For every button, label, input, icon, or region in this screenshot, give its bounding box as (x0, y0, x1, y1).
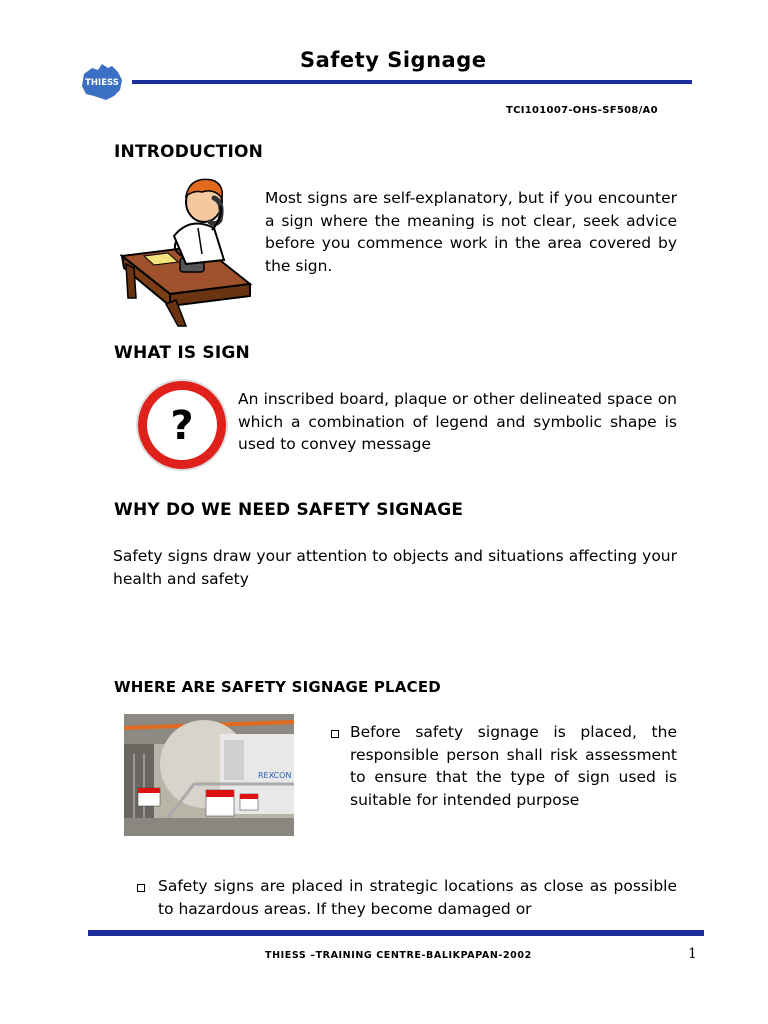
what-is-sign-text: An inscribed board, plaque or other delineated space on which a combination of legend and symbolic shape is used to convey message (238, 390, 677, 453)
bullet-square-icon (331, 730, 339, 738)
introduction-heading: INTRODUCTION (114, 142, 264, 162)
footer-text: THIESS –TRAINING CENTRE-BALIKPAPAN-2002 (265, 950, 532, 961)
svg-text:?: ? (170, 403, 194, 449)
introduction-text: Most signs are self-explanatory, but if you encounter a sign where the meaning is not clear, seek advice before you commence work in the area covered by the sign. (265, 189, 677, 275)
header-rule (132, 80, 692, 84)
where-placed-heading: WHERE ARE SAFETY SIGNAGE PLACED (114, 678, 441, 696)
page-number: 1 (688, 946, 697, 962)
footer-rule (88, 930, 704, 936)
what-is-sign-heading: WHAT IS SIGN (114, 343, 250, 363)
svg-text:REXCON: REXCON (258, 771, 292, 780)
page-title: Safety Signage (300, 48, 487, 72)
svg-text:THIESS: THIESS (85, 78, 119, 88)
why-need-text: Safety signs draw your attention to objects and situations affecting your health and safety (113, 547, 677, 588)
bullet-square-icon (137, 884, 145, 892)
question-sign-icon (134, 377, 230, 473)
placement-bullet-1: Before safety signage is placed, the responsible person shall risk assessment to ensure that the type of sign used is suitable for intended purpose (350, 723, 677, 809)
thiess-logo (78, 60, 126, 104)
signage-site-photo (124, 714, 294, 836)
document-reference: TCI101007-OHS-SF508/A0 (506, 105, 658, 116)
why-need-heading: WHY DO WE NEED SAFETY SIGNAGE (114, 500, 464, 520)
phone-call-illustration (116, 176, 254, 328)
placement-bullet-2: Safety signs are placed in strategic locations as close as possible to hazardous areas. If they become damaged or (158, 877, 677, 918)
